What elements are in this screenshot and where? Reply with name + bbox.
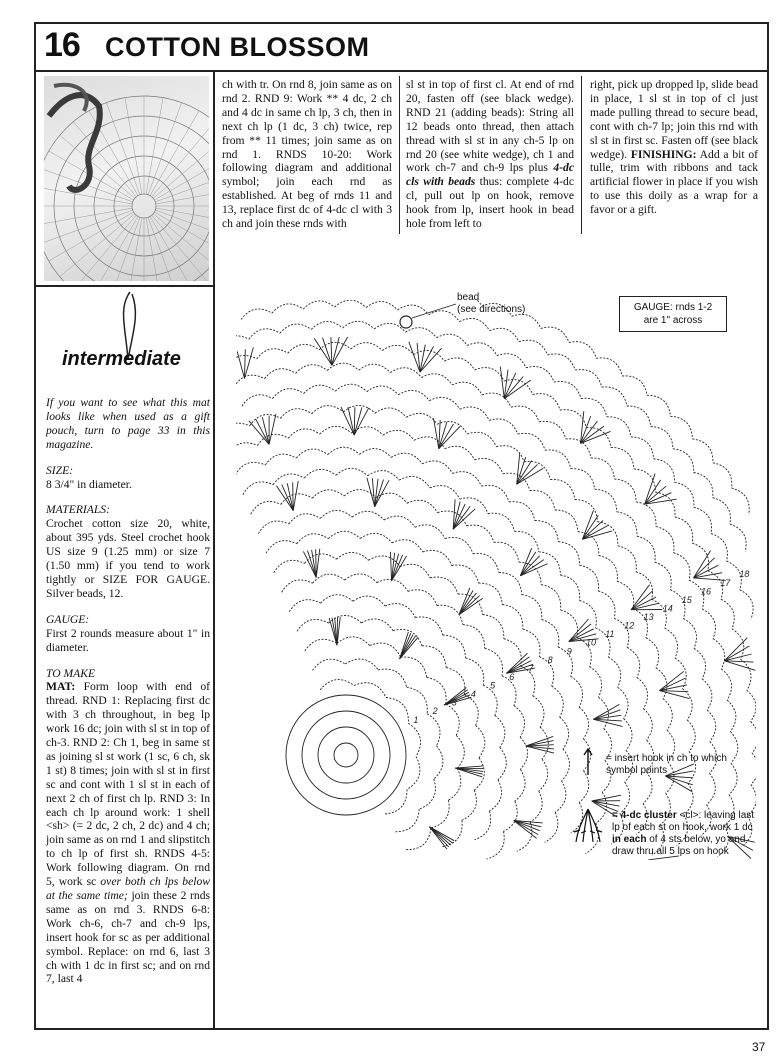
round-number: 3 [451,697,457,708]
intro-text: If you want to see what this mat looks like when used as a gift pouch, turn to page 33 in this magazine. [46,396,210,451]
materials-text: Crochet cotton size 20, white, about 395 yds. Steel crochet hook US size 9 (1.25 mm) or size 7 (1.50 mm) if you tend to work tightly or SIZE FOR GAUGE. Silver beads, 12. [46,517,210,600]
round-number: 2 [432,706,438,717]
round-number: 6 [509,672,515,682]
round-number: 18 [739,569,750,580]
to-make-heading: TO MAKE [46,666,96,680]
round-number: 8 [547,654,553,665]
size-heading: SIZE: [46,463,74,477]
left-column [46,396,210,986]
legend-cluster: = 4-dc cluster <cl>: leaving last lp of each st on hook, work 1 dc in each of 4 sts below, yo and draw thru all 5 lps on hook [612,810,762,858]
gauge-heading: GAUGE: [46,612,90,626]
gauge-text: First 2 rounds measure about 1" in diameter. [46,626,210,654]
materials-heading: MATERIALS: [46,503,110,517]
cluster-icon [572,806,604,846]
bead-label: bead (see directions) [457,292,526,315]
column-separator [399,76,400,234]
round-number: 7 [528,663,534,674]
legend-insert-hook: = insert hook in ch to which symbol points [606,753,756,777]
round-number: 4 [470,689,476,700]
bead-icon [400,316,412,328]
doily-photo [44,76,209,281]
page-number: 37 [752,1040,766,1054]
pattern-number: 16 [44,26,80,64]
round-number: 10 [586,637,597,648]
round-number: 15 [681,594,692,605]
round-number: 13 [643,612,654,622]
instructions-column-3: right, pick up dropped lp, slide bead in place, 1 sl st in top of cl just made pulling thread to secure bead, cont with ch-7 lp; join this rnd with sl st in first sc. Fasten off (see black wedge). FINISHING: Add a bit of tulle, trim with ribbons and tack artificial flower in place if you wish to use this doily as a wrap for a favor or a gift. [590,78,758,217]
round-number: 1 [413,714,419,725]
round-number: 11 [605,629,615,640]
insert-hook-icon [580,747,596,777]
instructions-column-2: sl st in top of first cl. At end of rnd 20, fasten off (see black wedge). RND 21 (adding beads): String all 12 beads onto thread, then attach thread with sl st in any ch-5 lp on rnd 20 (see white wedge), ch 1 and work ch-7 and ch-9 lps plus 4-dc cls with beads thus: complete 4-dc cl, pull out lp on hook, remove hook from lp, insert hook in bead hole from left to [406,78,574,231]
column-rule [213,72,215,1030]
size-text: 8 3/4" in diameter. [46,477,132,491]
round-number: 5 [490,680,496,691]
instructions-column-1: ch with tr. On rnd 8, join same as on rnd 2. RND 9: Work ** 4 dc, 2 ch and 4 dc in same ch lp, 3 ch, then in next ch lp (1 dc, 3 ch) twice, rep from ** 11 times; join same as on rnd 1. RNDS 10-20: Work following diagram and additional symbol; join each rnd as established. At beg of rnds 11 and 13, replace first dc of 4-dc cl with 3 ch and join these rnds with [222,78,392,231]
round-number: 17 [720,577,731,588]
pattern-title: COTTON BLOSSOM [105,32,370,62]
difficulty-level: intermediate [62,348,181,371]
photo-rule [34,285,215,287]
round-number: 16 [701,586,712,597]
gauge-box: GAUGE: rnds 1-2 are 1" across [619,296,727,332]
round-number: 12 [624,620,635,631]
column-separator [581,76,582,234]
round-number: 14 [662,603,673,614]
to-make-text: MAT: Form loop with end of thread. RND 1: Replacing first dc with 3 ch throughout, in beg lp work 16 dc; join with sl st in top of ch-3. RND 2: Ch 1, beg in same st as joining sl st work (1 sc, 6 ch, sk 1 st) 8 times; join with sl st in first sc and cont with 1 sl st in each of next 2 ch of first ch lp. RND 3: In each ch lp around work: 1 shell <sh> (= 2 dc, 2 ch, 2 dc) and 4 ch; join same as on rnd 1 and slipstitch to ch lp of first sh. RNDS 4-5: Work following diagram. On rnd 5, work sc over both ch lps below at the same time; join these 2 rnds same as on rnd 3. RNDS 6-8: Work ch-6, ch-7 and ch-9 lps, insert hook for sc as per additional symbol. Replace: on rnd 6, last 3 ch with 1 dc in first sc; and on rnd 7, last 4 [46,680,210,986]
crochet-diagram [236,300,756,865]
round-number: 9 [566,646,572,657]
